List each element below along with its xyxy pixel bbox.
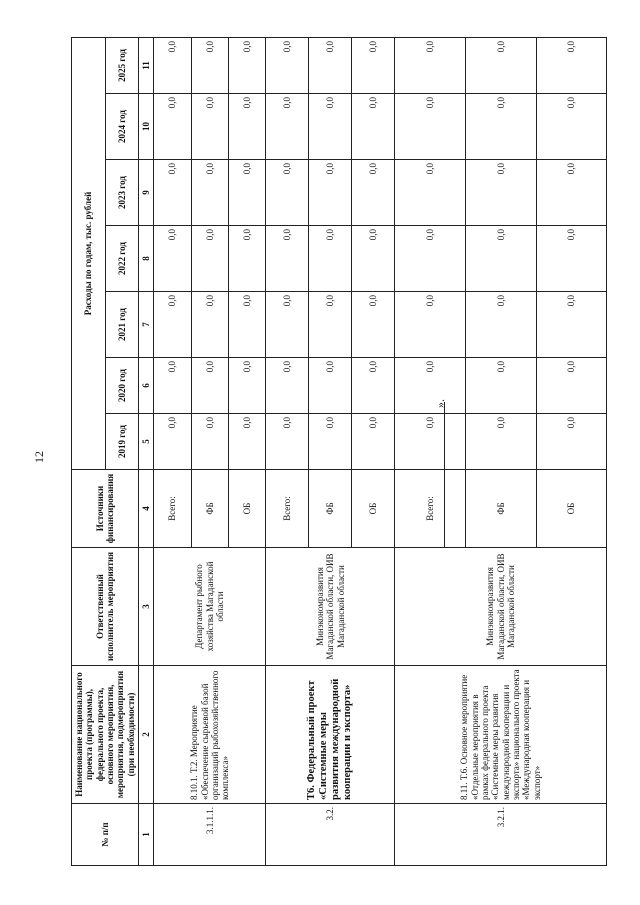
cell-value: 0,0 (191, 160, 228, 226)
cell-value: 0,0 (395, 37, 466, 93)
column-number: 1 (139, 804, 154, 866)
cell-value: 0,0 (536, 358, 607, 414)
column-number: 9 (139, 160, 154, 226)
cell-source: Всего: (395, 470, 466, 548)
column-number: 6 (139, 358, 154, 414)
cell-value: 0,0 (266, 160, 309, 226)
cell-value: 0,0 (536, 414, 607, 470)
page-number: 12 (32, 451, 46, 463)
cell-value: 0,0 (395, 226, 466, 292)
column-number: 11 (139, 37, 154, 93)
cell-value: 0,0 (154, 37, 191, 93)
cell-name: 8.11. Т.6. Основное мероприятие «Отдельные мероприятия в рамках федерального проекта «Системные меры развития международной кооперации и экспорта» национального проекта «Международная кооперация и экспорт» (395, 666, 607, 804)
cell-source: ОБ (536, 470, 607, 548)
cell-value: 0,0 (309, 160, 352, 226)
budget-table (71, 37, 607, 866)
cell-value: 0,0 (309, 226, 352, 292)
header-year: 2024 год (105, 94, 139, 160)
cell-value: 0,0 (536, 37, 607, 93)
cell-value: 0,0 (309, 94, 352, 160)
cell-value: 0,0 (191, 414, 228, 470)
cell-value: 0,0 (352, 160, 395, 226)
cell-value: 0,0 (352, 226, 395, 292)
column-number: 3 (139, 548, 154, 666)
header-source: Источники финансирования (72, 470, 139, 548)
cell-number: 3.2. (266, 804, 395, 866)
column-number: 10 (139, 94, 154, 160)
closing-mark: ». (433, 399, 447, 408)
cell-executor: Минэкономразвития Магаданской области, ОИВ Магаданской области (266, 548, 395, 666)
cell-value: 0,0 (154, 94, 191, 160)
cell-value: 0,0 (154, 358, 191, 414)
header-year: 2020 год (105, 358, 139, 414)
cell-executor: Минэкономразвития Магаданской области, ОИВ Магаданской области (395, 548, 607, 666)
cell-value: 0,0 (465, 160, 536, 226)
cell-source: Всего: (154, 470, 191, 548)
cell-value: 0,0 (465, 226, 536, 292)
cell-value: 0,0 (352, 414, 395, 470)
cell-executor: Департамент рыбного хозяйства Магаданской области (154, 548, 266, 666)
cell-name: 8.10.1. Т.2. Мероприятие «Обеспечение сырьевой базой организаций рыбохозяйственного комплекса» (154, 666, 266, 804)
cell-value: 0,0 (395, 358, 466, 414)
cell-value: 0,0 (154, 226, 191, 292)
cell-value: 0,0 (465, 414, 536, 470)
cell-value: 0,0 (154, 160, 191, 226)
cell-value: 0,0 (395, 292, 466, 358)
table-row (154, 37, 191, 865)
cell-value: 0,0 (266, 94, 309, 160)
cell-value: 0,0 (266, 37, 309, 93)
cell-value: 0,0 (191, 37, 228, 93)
cell-value: 0,0 (266, 358, 309, 414)
cell-value: 0,0 (191, 292, 228, 358)
cell-value: 0,0 (154, 292, 191, 358)
cell-value: 0,0 (536, 292, 607, 358)
header-year: 2022 год (105, 226, 139, 292)
cell-value: 0,0 (536, 226, 607, 292)
cell-value: 0,0 (229, 414, 266, 470)
cell-value: 0,0 (465, 358, 536, 414)
cell-value: 0,0 (395, 94, 466, 160)
header-year: 2019 год (105, 414, 139, 470)
cell-value: 0,0 (309, 37, 352, 93)
cell-value: 0,0 (229, 292, 266, 358)
column-number: 4 (139, 470, 154, 548)
table-body (154, 37, 607, 865)
cell-value: 0,0 (266, 414, 309, 470)
header-row-1 (72, 37, 106, 865)
column-number: 7 (139, 292, 154, 358)
cell-value: 0,0 (191, 358, 228, 414)
header-name: Наименование национального проекта (программы), федерального проекта, основного мероприятия, мероприятия, подмероприятия (при необходимости) (72, 666, 139, 804)
cell-name: Т6. Федеральный проект «Системные меры развития международной кооперации и экспорта» (266, 666, 395, 804)
cell-value: 0,0 (229, 94, 266, 160)
cell-value: 0,0 (266, 226, 309, 292)
table-row (395, 37, 466, 865)
header-year: 2023 год (105, 160, 139, 226)
header-no: № п/п (72, 804, 139, 866)
cell-value: 0,0 (352, 358, 395, 414)
cell-source: ФБ (465, 470, 536, 548)
header-expenses: Расходы по годам, тыс. рублей (72, 37, 106, 469)
column-number: 8 (139, 226, 154, 292)
cell-value: 0,0 (191, 226, 228, 292)
cell-value: 0,0 (536, 160, 607, 226)
cell-value: 0,0 (229, 358, 266, 414)
cell-source: Всего: (266, 470, 309, 548)
cell-value: 0,0 (191, 94, 228, 160)
cell-value: 0,0 (309, 292, 352, 358)
cell-value: 0,0 (352, 94, 395, 160)
cell-source: ФБ (191, 470, 228, 548)
cell-value: 0,0 (229, 226, 266, 292)
column-number: 5 (139, 414, 154, 470)
cell-value: 0,0 (229, 37, 266, 93)
cell-number: 3.1.1.1. (154, 804, 266, 866)
cell-value: 0,0 (465, 292, 536, 358)
cell-value: 0,0 (352, 292, 395, 358)
column-number-row (139, 37, 154, 865)
cell-value: 0,0 (352, 37, 395, 93)
header-year: 2021 год (105, 292, 139, 358)
cell-value: 0,0 (309, 414, 352, 470)
cell-value: 0,0 (154, 414, 191, 470)
cell-source: ОБ (352, 470, 395, 548)
header-executor: Ответственный исполнитель мероприятия (72, 548, 139, 666)
cell-number: 3.2.1. (395, 804, 607, 866)
header-year: 2025 год (105, 37, 139, 93)
column-number: 2 (139, 666, 154, 804)
cell-source: ФБ (309, 470, 352, 548)
table-row (266, 37, 309, 865)
cell-value: 0,0 (465, 37, 536, 93)
rotated-table-wrapper (71, 38, 577, 866)
cell-source: ОБ (229, 470, 266, 548)
cell-value: 0,0 (229, 160, 266, 226)
cell-value: 0,0 (395, 160, 466, 226)
cell-value: 0,0 (309, 358, 352, 414)
cell-value: 0,0 (465, 94, 536, 160)
cell-value: 0,0 (266, 292, 309, 358)
cell-value: 0,0 (395, 414, 466, 470)
cell-value: 0,0 (536, 94, 607, 160)
